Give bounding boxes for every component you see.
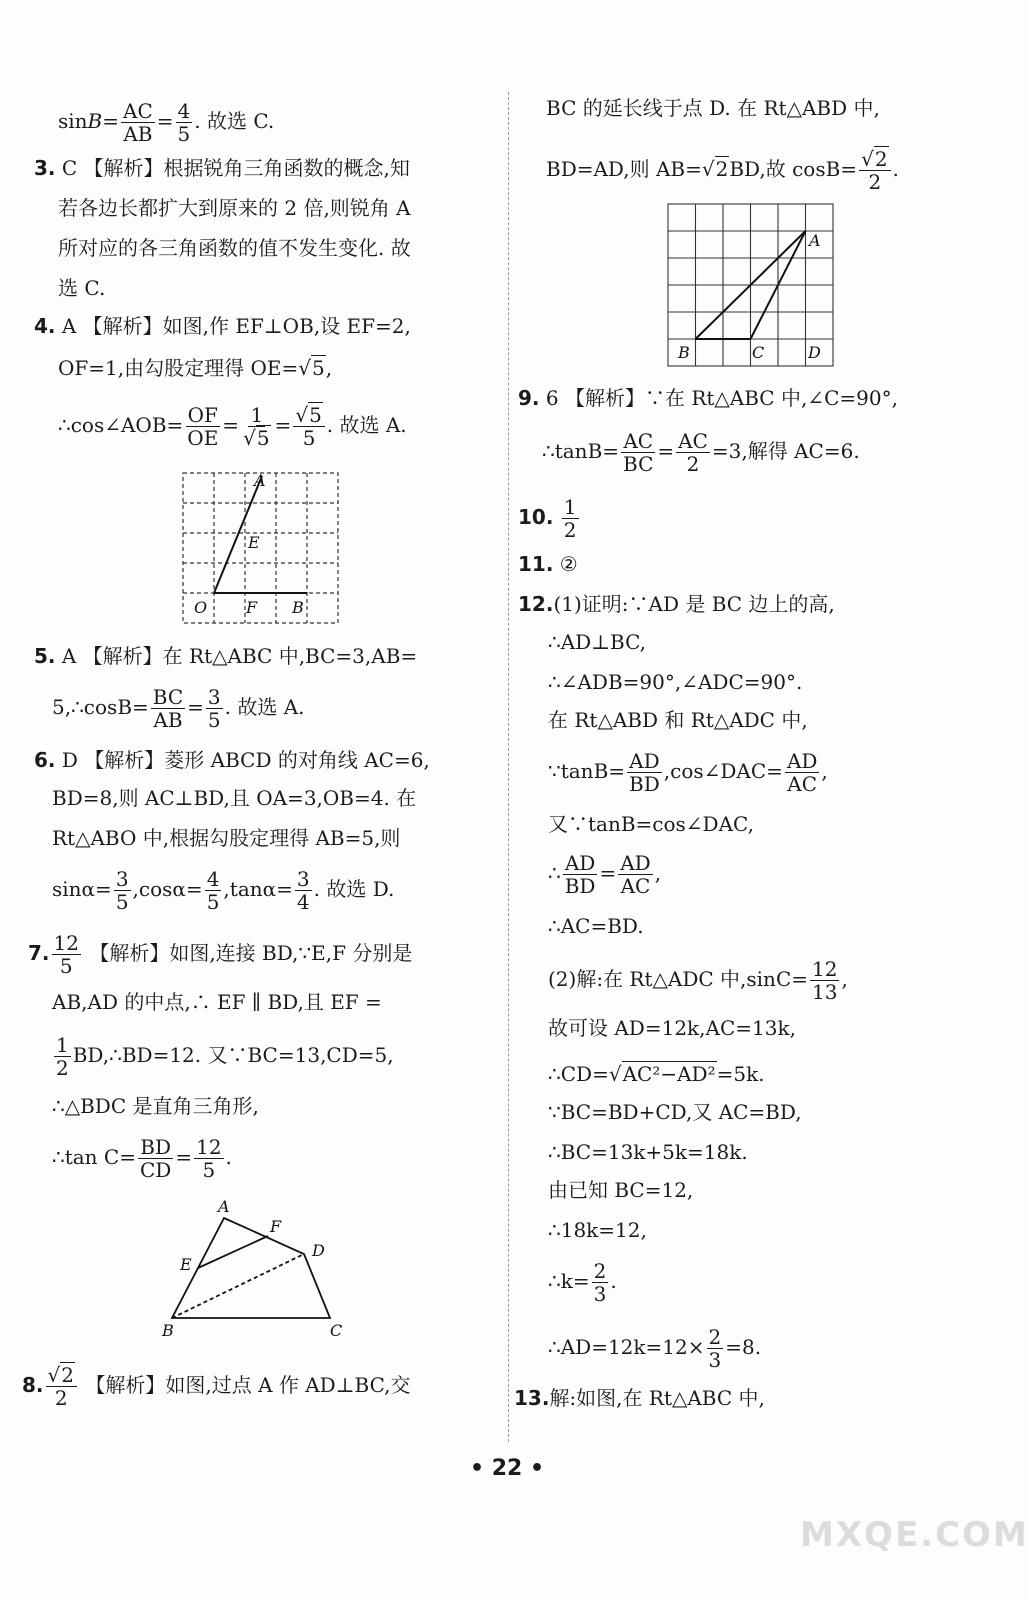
q12-line-11: ∴CD=√AC²−AD²=5k. [548, 1062, 765, 1086]
q12-line-15: ∴18k=12, [548, 1218, 647, 1242]
column-divider [508, 92, 509, 1442]
q12-line-4: 在 Rt△ABD 和 Rt△ADC 中, [548, 708, 808, 732]
label-b: B [678, 343, 690, 362]
page-number: • 22 • [470, 1456, 545, 1481]
q12-line-13: ∴BC=13k+5k=18k. [548, 1140, 748, 1164]
q12-line-12: ∵BC=BD+CD,又 AC=BD, [548, 1100, 802, 1124]
label-d: D [808, 343, 821, 362]
label-d: D [312, 1241, 325, 1260]
q12-line-5: ∵tanB= $\frac{AD}{BD}$ ,cos∠DAC= $\frac{AD}{AC}$ , [548, 749, 828, 796]
q8-line-3: BD=AD,则 AB=√2BD,故 cosB= $\frac{√2}{2}$ . [546, 147, 899, 194]
label-f: F [246, 598, 258, 617]
segment-ef [198, 1236, 268, 1268]
label-c: C [752, 343, 765, 362]
q5-line-1: 5. A 【解析】在 Rt△ABC 中,BC=3,AB= [34, 644, 418, 668]
segment-bd [172, 1254, 304, 1318]
q12-line-8: ∴AC=BD. [548, 914, 644, 938]
q9-line-2: ∴tanB= $\frac{AC}{BC}$ = $\frac{AC}{2}$ =3,解得 AC=6. [542, 429, 860, 476]
q11-line: 11. ② [518, 552, 578, 576]
q12-line-10: 故可设 AD=12k,AC=13k, [548, 1016, 796, 1040]
q4-line-1: 4. A 【解析】如图,作 EF⊥OB,设 EF=2, [34, 314, 411, 338]
label-b: B [162, 1321, 174, 1340]
q3-line-2: 若各边长都扩大到原来的 2 倍,则锐角 A [58, 196, 411, 220]
label-a: A [218, 1197, 230, 1216]
q3-line-4: 选 C. [58, 276, 106, 300]
label-e: E [248, 533, 260, 552]
q3-line-3: 所对应的各三角函数的值不发生变化. 故 [58, 236, 411, 260]
q12-line-1: 12.(1)证明:∵AD 是 BC 边上的高, [518, 592, 835, 616]
q8-line-2: BC 的延长线于点 D. 在 Rt△ABD 中, [546, 96, 880, 120]
q6-line-3: Rt△ABO 中,根据勾股定理得 AB=5,则 [52, 826, 401, 850]
q7-line-3: $\frac{1}{2}$ BD,∴BD=12. 又∵BC=13,CD=5, [56, 1033, 394, 1080]
q12-line-7: ∴ $\frac{AD}{BD}$ = $\frac{AD}{AC}$ , [548, 851, 662, 898]
q12-line-16: ∴k= $\frac{2}{3}$ . [548, 1259, 617, 1306]
quadrilateral-abcd [172, 1218, 330, 1318]
q5-line-2: 5,∴cosB= $\frac{BC}{AB}$ = $\frac{3}{5}$ . 故选 A. [52, 685, 305, 732]
q6-line-4: sinα= $\frac{3}{5}$ ,cosα= $\frac{4}{5}$ ,tanα= $\frac{3}{4}$ . 故选 D. [52, 867, 395, 914]
q12-line-17: ∴AD=12k=12× $\frac{2}{3}$ =8. [548, 1325, 762, 1372]
q6-line-1: 6. D 【解析】菱形 ABCD 的对角线 AC=6, [34, 748, 430, 772]
q6-line-2: BD=8,则 AC⊥BD,且 OA=3,OB=4. 在 [52, 786, 417, 810]
q3-line-1: 3. C 【解析】根据锐角三角函数的概念,知 [34, 156, 410, 180]
label-c: C [330, 1321, 343, 1340]
q7-tan-formula: ∴tan C= $\frac{BD}{CD}$ = $\frac{12}{5}$ . [52, 1135, 232, 1182]
q4-grid-figure [178, 468, 348, 628]
answer-line-sinb: sinB= $\frac{AC}{AB}$ = $\frac{4}{5}$ . 故选 C. [58, 99, 275, 146]
q12-line-2: ∴AD⊥BC, [548, 630, 647, 654]
q7-line-1: 7. $\frac{12}{5}$ 【解析】如图,连接 BD,∵E,F 分别是 [28, 931, 413, 978]
q9-line-1: 9. 6 【解析】∵在 Rt△ABC 中,∠C=90°, [518, 386, 898, 410]
q12-line-3: ∴∠ADB=90°,∠ADC=90°. [548, 670, 803, 694]
watermark: MXQE.COM [800, 1515, 1029, 1555]
q7-line-2: AB,AD 的中点,∴ EF ∥ BD,且 EF = [52, 990, 382, 1014]
q4-cos-formula: ∴cos∠AOB= $\frac{OF}{OE}$ = $\frac{1}{√5}$ = $\frac{√5}{5}$ . 故选 A. [58, 403, 407, 450]
q12-line-6: 又∵tanB=cos∠DAC, [548, 812, 754, 836]
q10-line: 10. $\frac{1}{2}$ [518, 495, 577, 542]
label-a: A [254, 471, 266, 490]
label-f: F [270, 1217, 282, 1236]
label-a: A [809, 231, 821, 250]
q12-line-14: 由已知 BC=12, [548, 1178, 694, 1202]
label-o: O [194, 598, 208, 617]
q7-quadrilateral-figure [158, 1196, 358, 1346]
q4-line-2: OF=1,由勾股定理得 OE=√5, [58, 356, 333, 380]
label-b: B [292, 598, 304, 617]
q8-line-1: 8. $\frac{√2}{2}$ 【解析】如图,过点 A 作 AD⊥BC,交 [22, 1363, 411, 1410]
label-e: E [180, 1255, 192, 1274]
q13-line-1: 13.解:如图,在 Rt△ABC 中, [514, 1386, 765, 1410]
q8-grid-figure [664, 200, 839, 370]
q7-line-4: ∴△BDC 是直角三角形, [52, 1094, 259, 1118]
q12-line-9: (2)解:在 Rt△ADC 中,sinC= $\frac{12}{13}$ , [548, 957, 848, 1004]
